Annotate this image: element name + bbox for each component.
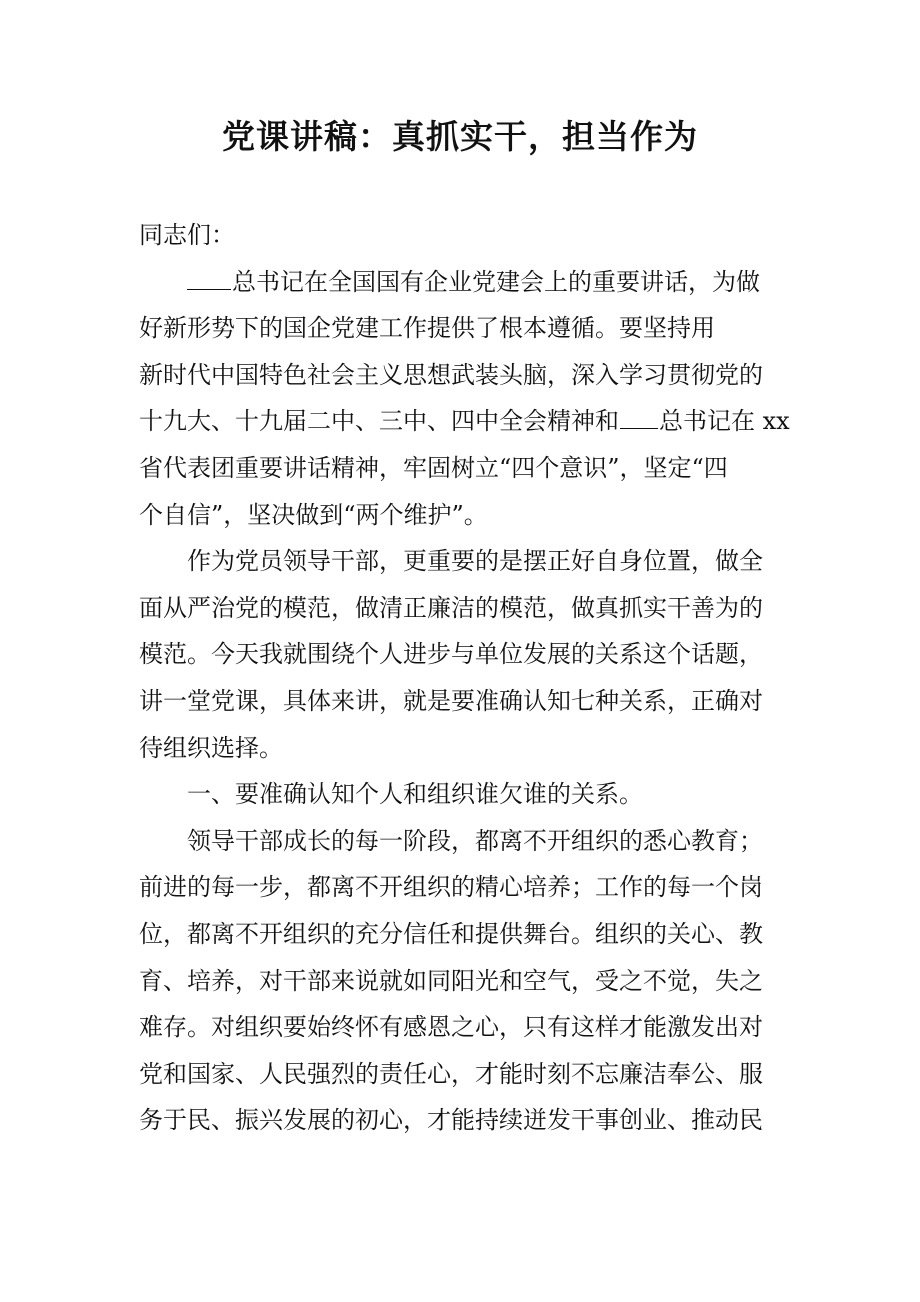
paragraph-1-line-6: 个自信”，坚决做到“两个维护”。: [139, 500, 488, 529]
paragraph-4-line-4: 育、培养，对干部来说就如同阳光和空气，受之不觉，失之: [139, 966, 763, 995]
blank-underline: [620, 408, 658, 429]
salutation: 同志们：: [139, 221, 235, 249]
paragraph-2-line-3: 模范。今天我就围绕个人进步与单位发展的关系这个话题，: [139, 640, 763, 669]
paragraph-4-line-2: 前进的每一步，都离不开组织的精心培养；工作的每一个岗: [139, 873, 763, 902]
paragraph-4-line-3: 位，都离不开组织的充分信任和提供舞台。组织的关心、教: [139, 919, 763, 948]
paragraph-4-line-5: 难存。对组织要始终怀有感恩之心，只有这样才能激发出对: [139, 1013, 763, 1042]
paragraph-4-line-6: 党和国家、人民强烈的责任心，才能时刻不忘廉洁奉公、服: [139, 1059, 763, 1088]
paragraph-1-line-2: 好新形势下的国企党建工作提供了根本遵循。要坚持用: [139, 314, 715, 343]
blank-underline: [187, 269, 231, 290]
document-body: [139, 212, 799, 1144]
paragraph-1-line-4: 十九大、十九届二中、三中、四中全会精神和 总书记在 xx: [139, 407, 790, 436]
paragraph-2-line-5: 待组织选择。: [139, 733, 283, 762]
paragraph-2-line-4: 讲一堂党课，具体来讲，就是要准确认知七种关系，正确对: [139, 686, 763, 715]
paragraph-2-line-2: 面从严治党的模范，做清正廉洁的模范，做真抓实干善为的: [139, 593, 763, 622]
paragraph-2-line-1: 作为党员领导干部，更重要的是摆正好自身位置，做全: [187, 547, 763, 576]
document-title: 党课讲稿：真抓实干，担当作为: [222, 117, 698, 156]
paragraph-4-line-1: 领导干部成长的每一阶段，都离不开组织的悉心教育；: [187, 826, 763, 855]
paragraph-1-line-3: 新时代中国特色社会主义思想武装头脑，深入学习贯彻党的: [139, 360, 763, 389]
paragraph-1-line-1: 总书记在全国国有企业党建会上的重要讲话，为做: [139, 259, 799, 306]
section-heading-1: 一、要准确认知个人和组织谁欠谁的关系。: [187, 780, 643, 809]
paragraph-1-line-5: 省代表团重要讲话精神，牢固树立“四个意识”，坚定“四: [139, 453, 728, 482]
paragraph-4-line-7: 务于民、振兴发展的初心，才能持续迸发干事创业、推动民: [139, 1106, 763, 1135]
